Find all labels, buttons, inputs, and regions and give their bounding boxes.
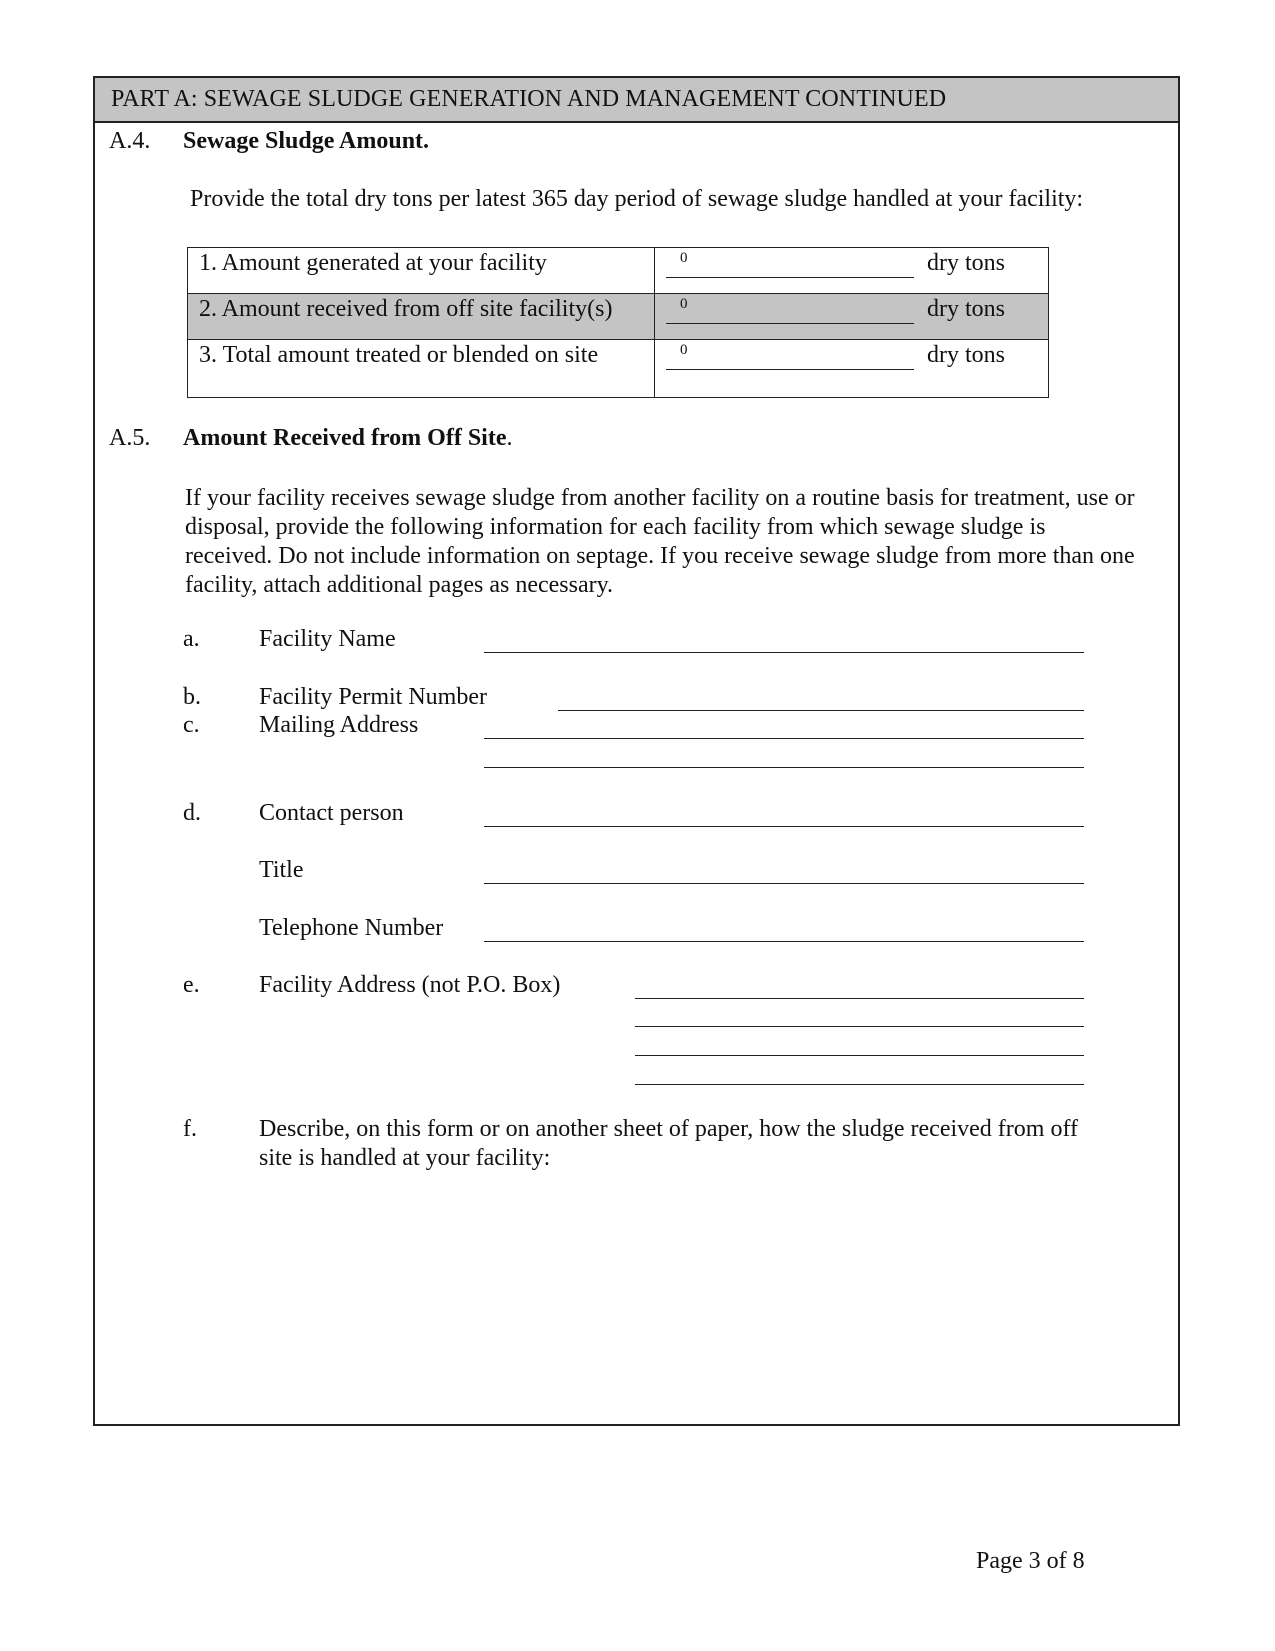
telephone-label: Telephone Number (259, 915, 444, 941)
mailing-address-field-2[interactable] (484, 767, 1084, 768)
facility-address-field-4[interactable] (635, 1084, 1084, 1085)
section-number-a5: A.5. (109, 425, 151, 451)
page-number: Page 3 of 8 (976, 1548, 1085, 1574)
row-label: 3. Total amount treated or blended on site (199, 342, 599, 368)
a4-instruction: Provide the total dry tons per latest 365 day period of sewage sludge handled at your facility: (190, 186, 1084, 212)
table-row-received (188, 294, 1049, 340)
telephone-field[interactable] (484, 941, 1084, 942)
unit-label: dry tons (927, 250, 1005, 276)
part-header: PART A: SEWAGE SLUDGE GENERATION AND MANAGEMENT CONTINUED (93, 76, 1180, 123)
amount-underline (666, 369, 914, 370)
field-letter-c: c. (183, 712, 200, 738)
section-title-a5 (183, 425, 512, 452)
facility-address-field-3[interactable] (635, 1055, 1084, 1056)
table-row-generated (188, 248, 1049, 294)
amount-underline (666, 323, 914, 324)
mailing-address-label: Mailing Address (259, 712, 419, 738)
row-label: 1. Amount generated at your facility (199, 250, 547, 276)
amount-received-field[interactable]: 0 (680, 296, 688, 312)
section-title-a5-text: Amount Received from Off Site (183, 425, 507, 451)
unit-label: dry tons (927, 296, 1005, 322)
sludge-amount-table (187, 247, 1049, 398)
facility-name-label: Facility Name (259, 626, 396, 652)
amount-underline (666, 277, 914, 278)
section-title-a5-suffix: . (506, 425, 513, 451)
permit-number-label: Facility Permit Number (259, 684, 487, 710)
unit-label: dry tons (927, 342, 1005, 368)
facility-address-field-1[interactable] (635, 998, 1084, 999)
facility-name-field[interactable] (484, 652, 1084, 653)
amount-treated-field[interactable]: 0 (680, 342, 688, 358)
contact-title-label: Title (259, 857, 304, 883)
field-letter-f: f. (183, 1116, 197, 1142)
describe-line-2: site is handled at your facility: (259, 1145, 551, 1171)
mailing-address-field-1[interactable] (484, 738, 1084, 739)
contact-title-field[interactable] (484, 883, 1084, 884)
a5-instructions: If your facility receives sewage sludge from another facility on a routine basis for treatment, use or disposal, provide the following information for each facility from which sewage sludge is received. Do not include information on septage. If you receive sewage sludge from more than one facility, attach additional pages as necessary. (185, 485, 1135, 598)
amount-generated-field[interactable]: 0 (680, 250, 688, 266)
facility-address-field-2[interactable] (635, 1026, 1084, 1027)
field-letter-b: b. (183, 684, 201, 710)
describe-line-1: Describe, on this form or on another sheet of paper, how the sludge received from off (259, 1116, 1078, 1142)
row-label: 2. Amount received from off site facility(s) (199, 296, 613, 322)
section-title-a4: Sewage Sludge Amount. (183, 128, 430, 154)
table-row-treated (188, 340, 1049, 398)
describe-answer-area[interactable] (259, 1182, 1139, 1412)
field-letter-d: d. (183, 800, 201, 826)
permit-number-field[interactable] (558, 710, 1084, 711)
contact-person-label: Contact person (259, 800, 404, 826)
contact-person-field[interactable] (484, 826, 1084, 827)
section-number-a4: A.4. (109, 128, 151, 154)
field-letter-a: a. (183, 626, 200, 652)
field-letter-e: e. (183, 972, 200, 998)
facility-address-label: Facility Address (not P.O. Box) (259, 972, 561, 998)
